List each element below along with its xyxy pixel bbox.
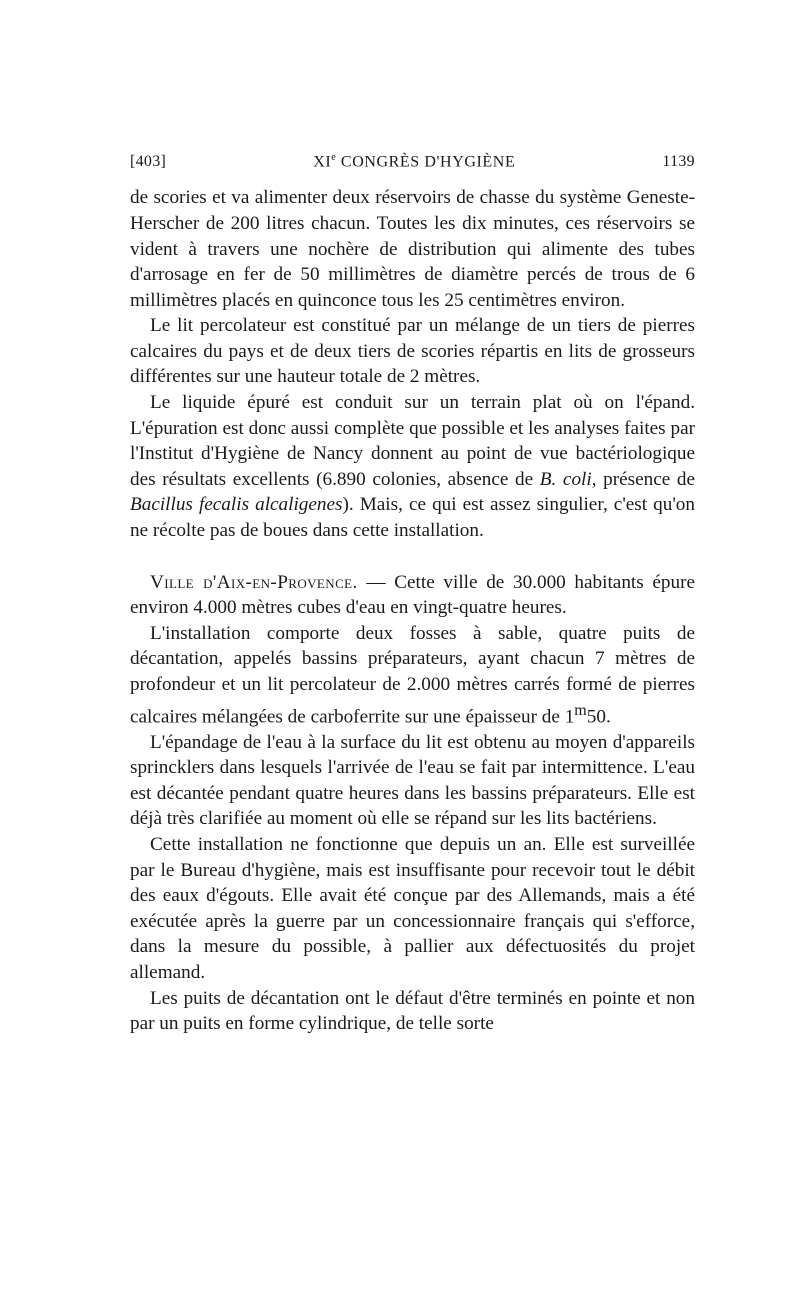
paragraph-7: Cette installation ne fonctionne que depuis un an. Elle est surveillée par le Bureau d'hygiène, mais est insuffisante pour recevoir tout le débit des eaux d'égouts. Elle avait été conçue par des Allemands, mais a été exécutée après la guerre par un concessionnaire français qui s'efforce, dans la mesure du possible, à pallier aux défectuosités du projet allemand. <box>130 833 695 983</box>
paragraph-8: Les puits de décantation ont le défaut d'être terminés en pointe et non par un puits en forme cylindrique, de telle sorte <box>130 987 695 1035</box>
paragraph-6: L'épandage de l'eau à la surface du lit est obtenu au moyen d'appareils sprincklers dans lesquels l'arrivée de l'eau se fait par intermittence. L'eau est décantée pendant quatre heures dans les bassins préparateurs. Elle est déjà très clarifiée au moment où elle se répand sur les lits bactériens. <box>130 731 695 830</box>
section-heading: Ville d'Aix-en-Provence. <box>150 571 358 593</box>
paragraph-2: Le lit percolateur est constitué par un mélange de un tiers de pierres calcaires du pays et de deux tiers de scories répartis en lits de grosseurs différentes sur une hauteur totale de 2 mètres. <box>130 315 695 388</box>
paragraph-5: L'installation comporte deux fosses à sable, quatre puits de décantation, appelés bassins préparateurs, ayant chacun 7 mètres de profondeur et un lit percolateur de 2.000 mètres carrés formé de pierres calcaires mélangées de carboferrite sur une épaisseur de 1$^m$50. <box>130 622 695 727</box>
paragraph-1: de scories et va alimenter deux réservoirs de chasse du système Geneste-Herscher de 200 litres chacun. Toutes les dix minutes, ces réservoirs se vident à travers une nochère de distribution qui alimente des tubes d'arrosage en fer de 50 millimètres de diamètre percés de trous de 6 millimètres placés en quinconce tous les 25 centimètres environ. <box>130 187 695 311</box>
document-page <box>130 152 695 1037</box>
header-left-page-ref: [403] <box>130 153 167 171</box>
header-title: XIe CONGRÈS D'HYGIÈNE <box>313 152 516 171</box>
paragraph-3: Le liquide épuré est conduit sur un terrain plat où on l'épand. L'épuration est donc aussi complète que possible et les analyses faites par l'Institut d'Hygiène de Nancy donnent au point de vue bactériologique des résultats excellents (6.890 colonies, absence de B. coli, présence de Bacillus fecalis alcaligenes). Mais, ce qui est assez singulier, c'est qu'on ne récolte pas de boues dans cette installation. <box>130 392 695 542</box>
section-aix-intro: Ville d'Aix-en-Provence. — Cette ville de 30.000 habitants épure environ 4.000 mètres cubes d'eau en vingt-quatre heures. <box>130 571 696 619</box>
section-spacer <box>130 544 695 570</box>
running-header <box>130 152 695 171</box>
page-number: 1139 <box>662 153 695 171</box>
